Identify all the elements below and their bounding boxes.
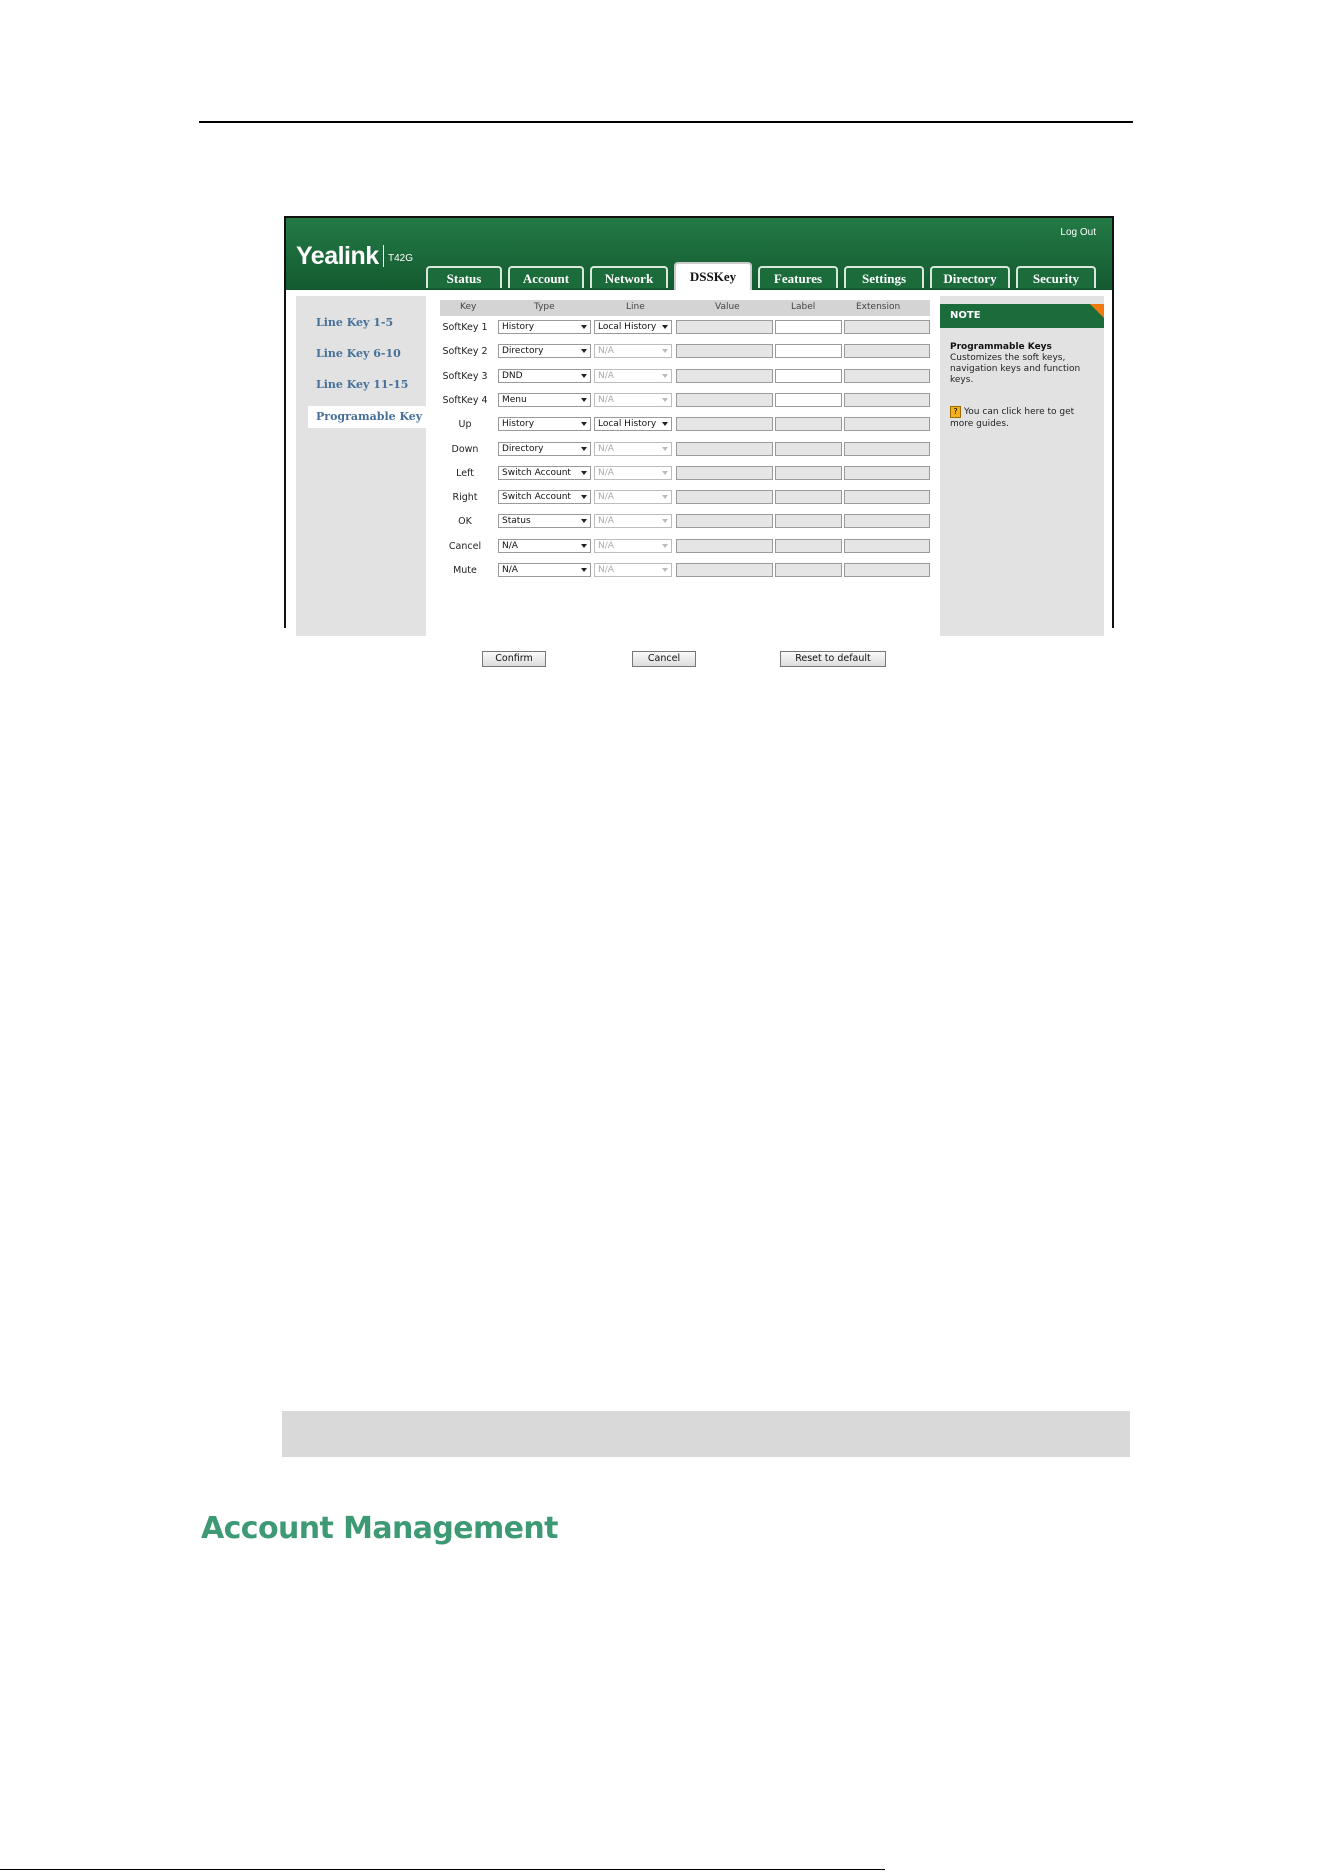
- chevron-down-icon: [662, 495, 668, 499]
- chevron-down-icon: [581, 325, 587, 329]
- chevron-down-icon: [662, 398, 668, 402]
- line-value: Local History: [598, 419, 657, 430]
- line-value: N/A: [598, 516, 614, 527]
- yealink-logo: Yealink: [296, 242, 379, 270]
- type-value: Menu: [502, 394, 527, 405]
- extension-field[interactable]: [844, 369, 930, 383]
- nav-programable-key[interactable]: Programable Key: [316, 410, 423, 423]
- header-extension: Extension: [856, 302, 901, 312]
- logout-link[interactable]: Log Out: [1060, 227, 1096, 238]
- tab-settings[interactable]: Settings: [844, 266, 924, 288]
- type-value: DND: [502, 370, 523, 381]
- line-value: N/A: [598, 540, 614, 551]
- type-value: Directory: [502, 443, 544, 454]
- row-key-label: Cancel: [448, 540, 482, 552]
- value-field[interactable]: [676, 369, 773, 383]
- row-key-label: Right: [452, 492, 478, 504]
- chevron-down-icon: [581, 398, 587, 402]
- header-rule: [199, 121, 1133, 123]
- footer-rule: [0, 1869, 885, 1870]
- line-select[interactable]: [594, 369, 672, 383]
- row-key-label: SoftKey 3: [442, 370, 488, 382]
- chevron-down-icon: [581, 495, 587, 499]
- value-field[interactable]: [676, 466, 773, 480]
- extension-field[interactable]: [844, 514, 930, 528]
- label-field[interactable]: [775, 320, 842, 334]
- value-field[interactable]: [676, 563, 773, 577]
- type-select[interactable]: [498, 344, 591, 358]
- chevron-down-icon: [581, 471, 587, 475]
- row-key-label: SoftKey 1: [442, 322, 488, 333]
- nav-line-key-11-15[interactable]: Line Key 11-15: [316, 378, 409, 391]
- extension-field[interactable]: [844, 344, 930, 358]
- type-select[interactable]: [498, 442, 591, 456]
- row-key-label: SoftKey 4: [442, 394, 488, 406]
- label-field[interactable]: [775, 490, 842, 504]
- tab-features[interactable]: Features: [758, 266, 838, 288]
- value-field[interactable]: [676, 490, 773, 504]
- chevron-down-icon: [662, 374, 668, 378]
- cancel-button[interactable]: Cancel: [632, 651, 696, 667]
- extension-field[interactable]: [844, 442, 930, 456]
- note-bar: [282, 1411, 1130, 1457]
- label-field[interactable]: [775, 563, 842, 577]
- header-bar: [286, 218, 1112, 290]
- type-select[interactable]: [498, 393, 591, 407]
- row-key-label: OK: [458, 516, 472, 528]
- note-panel: [940, 296, 1104, 636]
- extension-field[interactable]: [844, 539, 930, 553]
- note-title: NOTE: [950, 310, 981, 321]
- tab-status[interactable]: Status: [426, 266, 502, 288]
- label-field[interactable]: [775, 539, 842, 553]
- row-key-label: Left: [456, 467, 474, 479]
- tab-directory[interactable]: Directory: [930, 266, 1010, 288]
- chevron-down-icon: [662, 544, 668, 548]
- label-field[interactable]: [775, 393, 842, 407]
- value-field[interactable]: [676, 442, 773, 456]
- extension-field[interactable]: [844, 417, 930, 431]
- chevron-down-icon: [662, 349, 668, 353]
- line-value: N/A: [598, 346, 614, 357]
- left-nav: [296, 296, 426, 636]
- row-key-label: Down: [451, 443, 479, 455]
- tab-account[interactable]: Account: [508, 266, 584, 288]
- type-select[interactable]: [498, 563, 591, 577]
- line-select[interactable]: [594, 393, 672, 407]
- line-select[interactable]: [594, 442, 672, 456]
- header-type: Type: [534, 302, 555, 312]
- line-select[interactable]: [594, 490, 672, 504]
- type-select[interactable]: [498, 490, 591, 504]
- extension-field[interactable]: [844, 563, 930, 577]
- value-field[interactable]: [676, 344, 773, 358]
- label-field[interactable]: [775, 369, 842, 383]
- note-corner-icon: [1090, 304, 1104, 318]
- chevron-down-icon: [581, 544, 587, 548]
- label-field[interactable]: [775, 442, 842, 456]
- value-field[interactable]: [676, 320, 773, 334]
- line-select[interactable]: [594, 344, 672, 358]
- extension-field[interactable]: [844, 490, 930, 504]
- chevron-down-icon: [581, 374, 587, 378]
- line-value: N/A: [598, 492, 614, 503]
- extension-field[interactable]: [844, 320, 930, 334]
- line-select[interactable]: [594, 466, 672, 480]
- chevron-down-icon: [662, 325, 668, 329]
- reset-to-default-button[interactable]: Reset to default: [780, 651, 886, 667]
- type-select[interactable]: [498, 417, 591, 431]
- type-value: Switch Account: [502, 467, 571, 478]
- chevron-down-icon: [662, 568, 668, 572]
- tab-dsskey[interactable]: DSSKey: [674, 262, 752, 290]
- header-key: Key: [460, 302, 477, 312]
- label-field[interactable]: [775, 417, 842, 431]
- help-book-icon: ?: [950, 406, 961, 418]
- note-body: Customizes the soft keys, navigation keys and function keys.: [950, 353, 1081, 385]
- header-label: Label: [791, 302, 816, 312]
- line-select[interactable]: [594, 514, 672, 528]
- row-key-label: SoftKey 2: [442, 346, 488, 358]
- confirm-button[interactable]: Confirm: [482, 651, 546, 667]
- type-select[interactable]: [498, 466, 591, 480]
- line-value: Local History: [598, 322, 657, 332]
- nav-line-key-1-5[interactable]: Line Key 1-5: [316, 316, 394, 329]
- chevron-down-icon: [662, 447, 668, 451]
- header-value: Value: [715, 302, 740, 312]
- line-select[interactable]: [594, 320, 672, 334]
- chevron-down-icon: [662, 422, 668, 426]
- chevron-down-icon: [662, 519, 668, 523]
- value-field[interactable]: [676, 539, 773, 553]
- tab-network[interactable]: Network: [590, 266, 668, 288]
- type-value: Status: [502, 516, 531, 527]
- type-select[interactable]: [498, 320, 591, 334]
- nav-line-key-6-10[interactable]: Line Key 6-10: [316, 347, 401, 360]
- type-select[interactable]: [498, 539, 591, 553]
- extension-field[interactable]: [844, 393, 930, 407]
- row-key-label: Mute: [453, 565, 477, 576]
- line-value: N/A: [598, 370, 614, 381]
- type-value: Directory: [502, 346, 544, 357]
- label-field[interactable]: [775, 466, 842, 480]
- type-value: Switch Account: [502, 492, 571, 503]
- line-select[interactable]: [594, 539, 672, 553]
- line-select[interactable]: [594, 417, 672, 431]
- type-value: History: [502, 322, 535, 332]
- content-area: [286, 290, 1112, 664]
- type-value: N/A: [502, 540, 518, 551]
- value-field[interactable]: [676, 417, 773, 431]
- chevron-down-icon: [581, 568, 587, 572]
- label-field[interactable]: [775, 344, 842, 358]
- row-key-label: Up: [458, 419, 472, 431]
- line-value: N/A: [598, 467, 614, 478]
- logo-separator: [383, 245, 384, 267]
- line-select[interactable]: [594, 563, 672, 577]
- section-title: Account Management: [201, 1511, 558, 1546]
- extension-field[interactable]: [844, 466, 930, 480]
- line-value: N/A: [598, 394, 614, 405]
- chevron-down-icon: [581, 519, 587, 523]
- note-subtitle: Programmable Keys: [950, 342, 1052, 352]
- type-select[interactable]: [498, 514, 591, 528]
- chevron-down-icon: [581, 349, 587, 353]
- web-ui-screenshot: [284, 216, 1114, 664]
- label-field[interactable]: [775, 514, 842, 528]
- type-value: History: [502, 419, 535, 430]
- model-label: T42G: [388, 253, 414, 264]
- note-help-link[interactable]: You can click here to get more guides.: [950, 407, 1075, 429]
- chevron-down-icon: [662, 471, 668, 475]
- value-field[interactable]: [676, 393, 773, 407]
- type-value: N/A: [502, 565, 518, 575]
- line-value: N/A: [598, 565, 614, 575]
- chevron-down-icon: [581, 447, 587, 451]
- chevron-down-icon: [581, 422, 587, 426]
- header-line: Line: [626, 302, 645, 312]
- tab-security[interactable]: Security: [1016, 266, 1096, 288]
- type-select[interactable]: [498, 369, 591, 383]
- value-field[interactable]: [676, 514, 773, 528]
- line-value: N/A: [598, 443, 614, 454]
